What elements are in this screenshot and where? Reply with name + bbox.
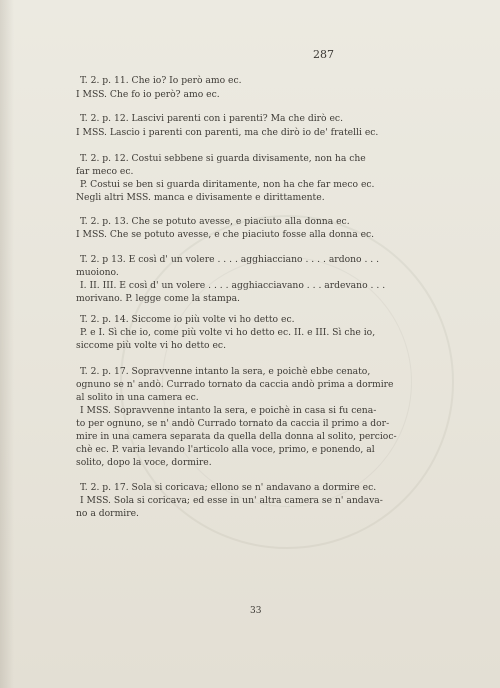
text-line: I MSS. Che fo io però? amo ec. <box>76 89 220 100</box>
text-line: T. 2. p. 11. Che io? Io però amo ec. <box>80 75 242 86</box>
text-line: solito, dopo la voce, dormire. <box>76 457 212 468</box>
text-line: I MSS. Che se potuto avesse, e che piaciuto fosse alla donna ec. <box>76 229 375 240</box>
signature-mark: 33 <box>250 606 262 616</box>
text-line: T. 2. p. 17. Sopravvenne intanto la sera, e poichè ebbe cenato, <box>80 366 371 377</box>
text-line: I MSS. Sola si coricava; ed esse in un' altra camera se n' andava- <box>80 495 383 506</box>
text-line: I MSS. Sopravvenne intanto la sera, e poichè in casa si fu cena- <box>80 405 377 416</box>
text-line: ognuno se n' andò. Currado tornato da caccia andò prima a dormire <box>76 379 394 390</box>
page-number: 287 <box>313 48 334 61</box>
text-line: T. 2. p. 17. Sola si coricava; ellono se n' andavano a dormire ec. <box>80 482 377 493</box>
text-line: I. II. III. E così d' un volere . . . . agghiacciavano . . . ardevano . . . <box>80 280 386 291</box>
text-line: P. Costui se ben si guarda diritamente, non ha che far meco ec. <box>80 179 375 190</box>
text-line: morivano. P. legge come la stampa. <box>76 293 240 304</box>
text-line: chè ec. P. varia levando l'articolo alla voce, primo, e ponendo, al <box>76 444 375 455</box>
text-line: to per ognuno, se n' andò Currado tornato da caccia il primo a dor- <box>76 418 390 429</box>
text-line: I MSS. Lascio i parenti con parenti, ma che dirò io de' fratelli ec. <box>76 127 379 138</box>
text-line: T. 2. p. 14. Siccome io più volte vi ho detto ec. <box>80 314 295 325</box>
text-line: al solito in una camera ec. <box>76 392 199 403</box>
text-line: far meco ec. <box>76 166 134 177</box>
text-line: T. 2. p. 12. Lascivi parenti con i parenti? Ma che dirò ec. <box>80 113 343 124</box>
text-line: siccome più volte vi ho detto ec. <box>76 340 226 351</box>
text-line: no a dormire. <box>76 508 139 519</box>
text-line: T. 2. p 13. E così d' un volere . . . . agghiacciano . . . . ardono . . . <box>80 254 380 265</box>
text-line: mire in una camera separata da quella della donna al solito, percioc- <box>76 431 397 442</box>
text-line: muoiono. <box>76 267 119 278</box>
text-line: P. e I. Sì che io, come più volte vi ho detto ec. II. e III. Sì che io, <box>80 327 376 338</box>
text-line: T. 2. p. 12. Costui sebbene si guarda divisamente, non ha che <box>80 153 366 164</box>
text-line: Negli altri MSS. manca e divisamente e dirittamente. <box>76 192 325 203</box>
text-line: T. 2. p. 13. Che se potuto avesse, e piaciuto alla donna ec. <box>80 216 350 227</box>
